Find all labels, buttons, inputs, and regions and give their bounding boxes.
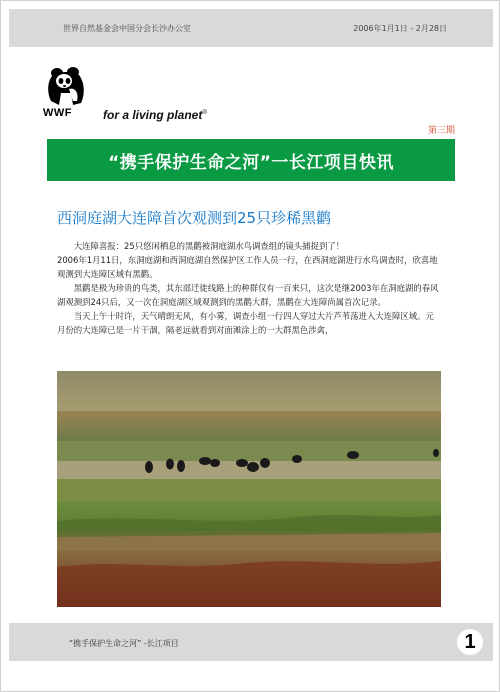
logo-wordmark: WWF — [43, 107, 72, 119]
article-headline: 西洞庭湖大连障首次观测到25只珍稀黑鹳 — [57, 209, 332, 227]
footer-bar — [9, 623, 493, 661]
banner-title: “携手保护生命之河”一长江项目快讯 — [47, 139, 455, 181]
tagline-text: for a living planet — [103, 108, 203, 122]
header-bar — [9, 9, 493, 47]
paragraph-4: 当天上午十时许，天气晴朗无风，有小雾，调查小组一行四人穿过大片芦苇荡进入大连障区域。元月份的大连障已是一片干涸，隔老远就看到对面滩涂上的一大群黑色涉禽， — [57, 311, 434, 335]
logo-tagline — [103, 108, 207, 122]
article-body — [57, 239, 441, 337]
tagline-registered-mark: ® — [202, 110, 207, 116]
page-number: 1 — [457, 629, 483, 655]
paragraph-1: 大连障喜报：25只悠闲栖息的黑鹳被洞庭湖水鸟调查组的镜头捕捉到了！ — [73, 241, 345, 251]
header-org: 世界自然基金会中国分会长沙办公室 — [63, 24, 191, 33]
paragraph-3: 黑鹳是极为珍贵的鸟类，其东部迁徙线路上的种群仅有一百来只，这次是继2003年在洞庭湖的春风湖观测到24只后，又一次在洞庭湖区域观测到的黑鹳大群，黑鹳在大连障尚属首次记录。 — [57, 283, 439, 307]
footer-label: “携手保护生命之河” -长江项目 — [69, 639, 179, 648]
paragraph-2: 2006年1月11日，东洞庭湖和西洞庭湖自然保护区工作人员一行，在西洞庭湖进行水鸟调查时，欣喜地观测到大连障区域有黑鹳。 — [57, 255, 438, 279]
black-storks-photo — [57, 371, 441, 607]
issue-number: 第三期 — [427, 126, 455, 136]
header-date-range: 2006年1月1日 - 2月28日 — [353, 24, 447, 33]
